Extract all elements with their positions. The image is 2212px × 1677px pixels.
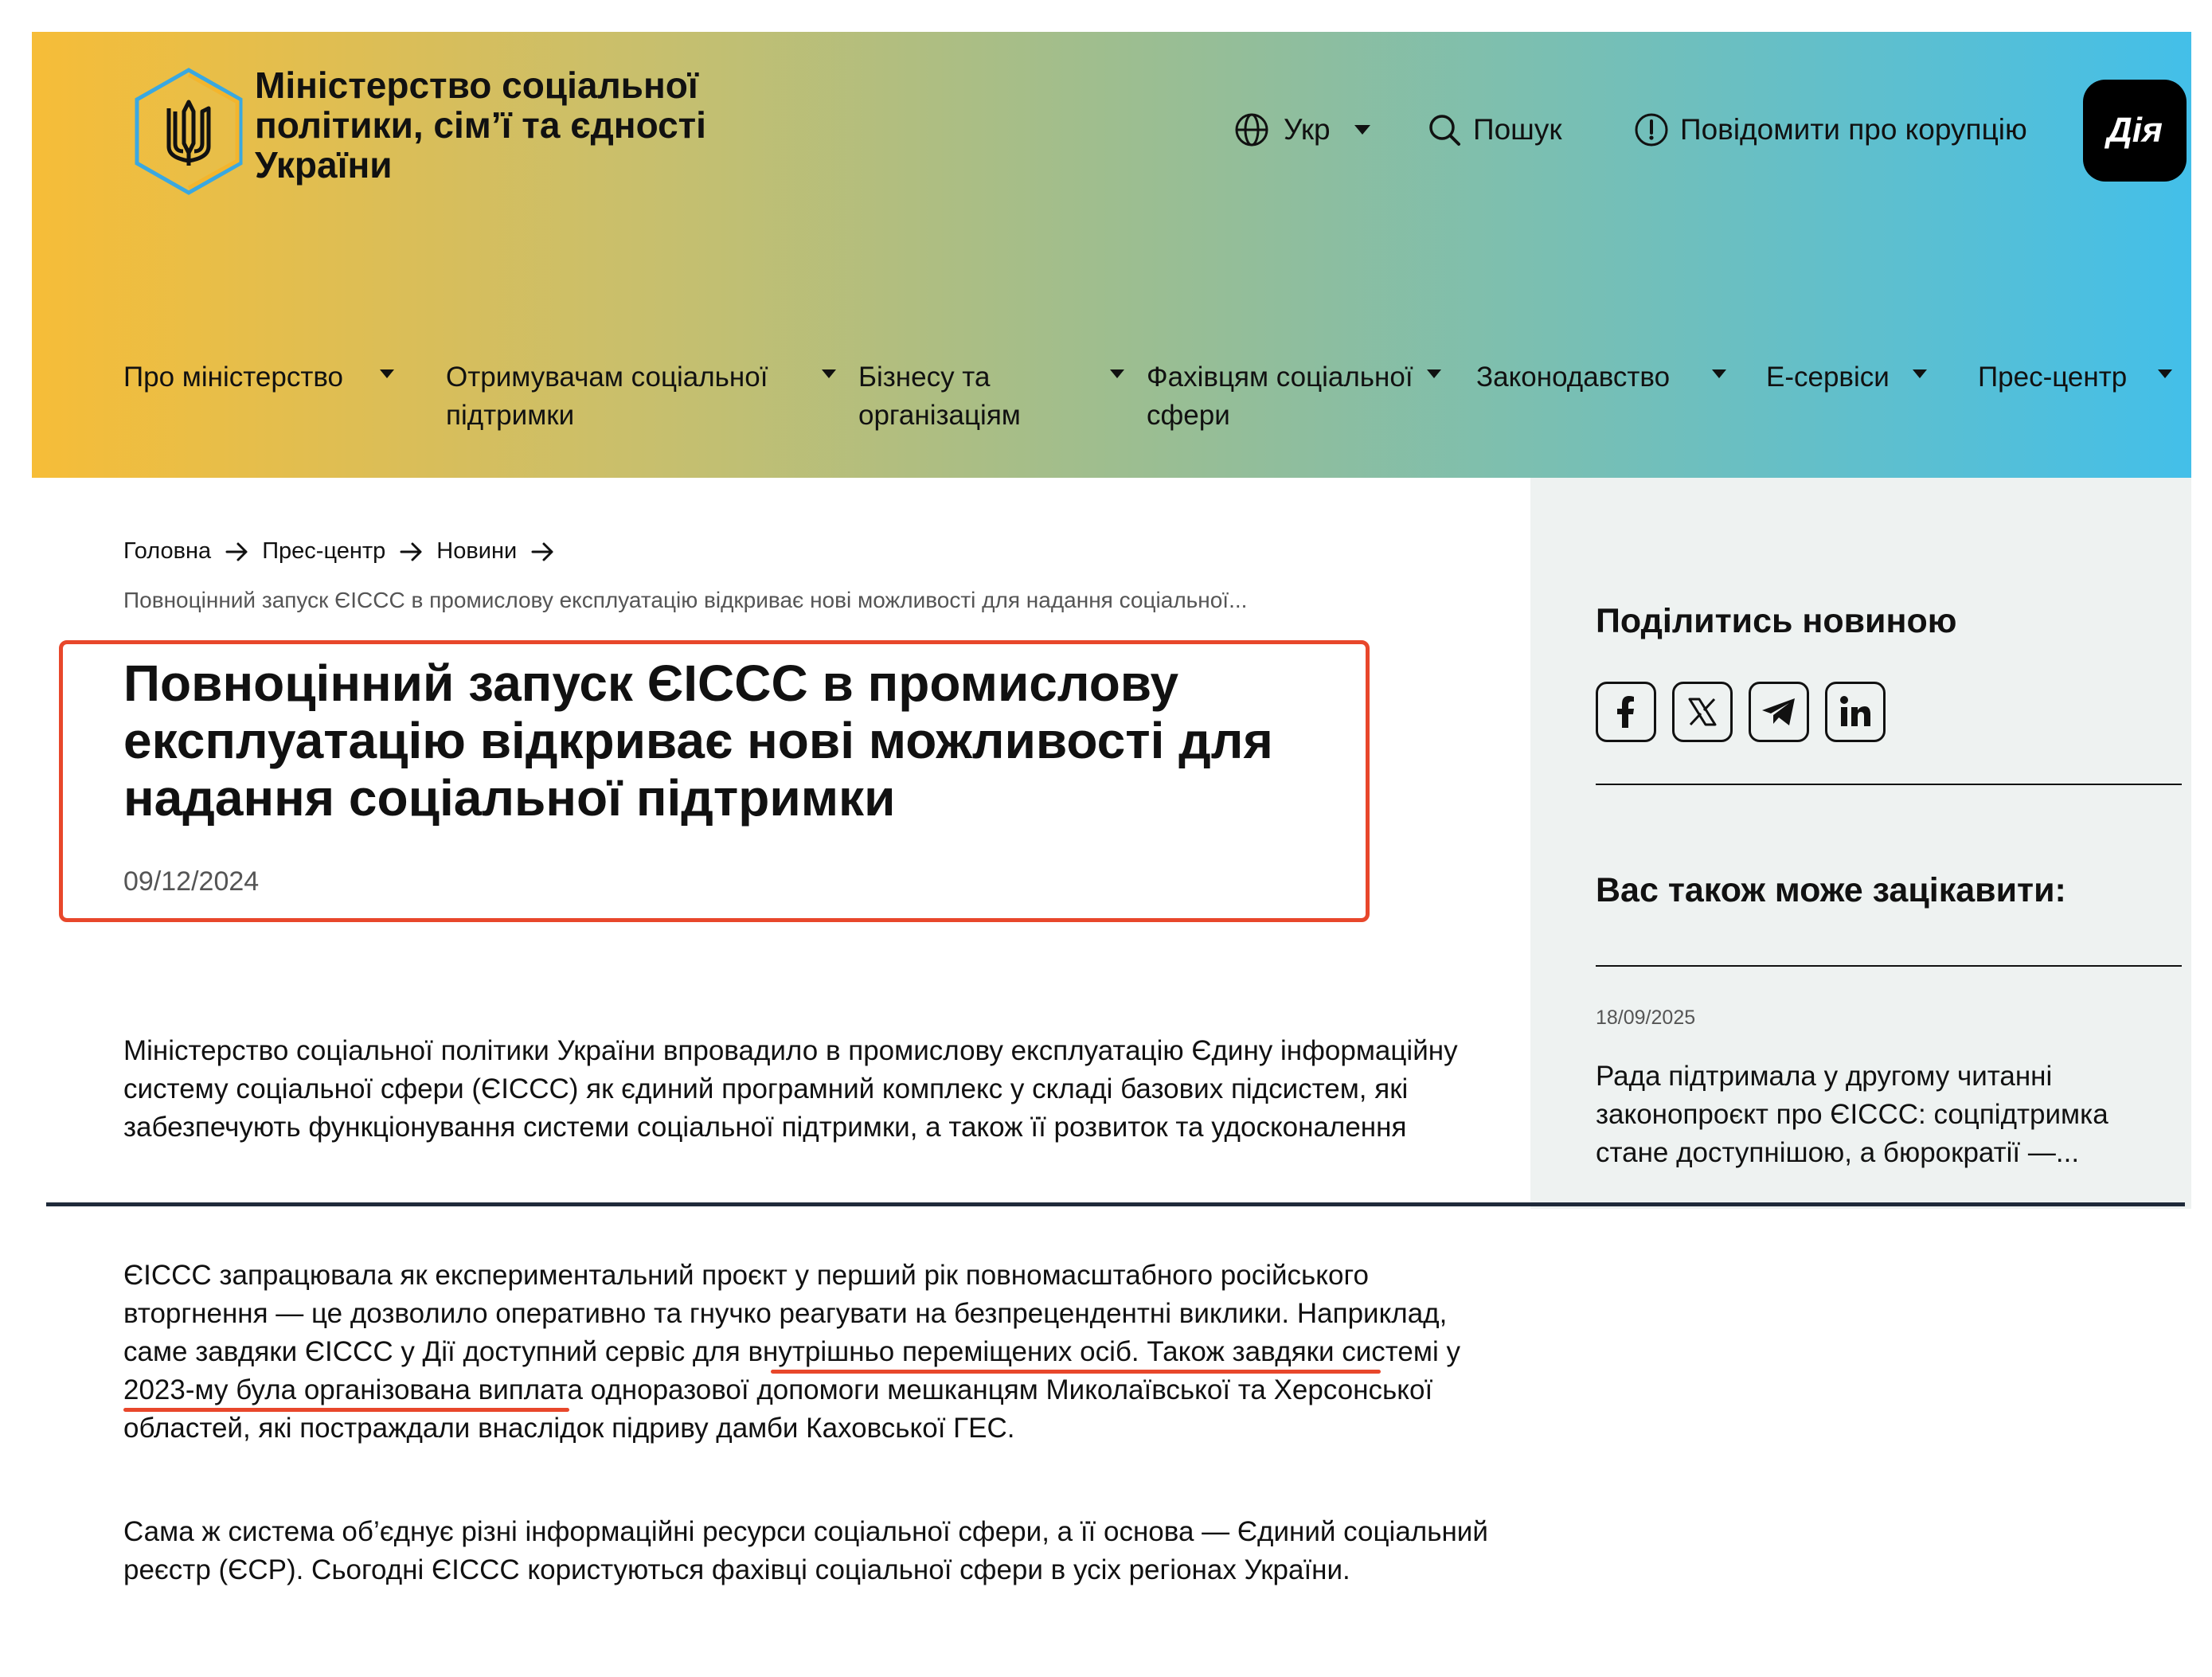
article-paragraph: Міністерство соціальної політики України впровадило в промислову експлуатацію Єдину інформаційну систему соціальної сфери (ЄІССС) як єдиний програмний комплекс у складі базових підсистем, які забезпечують функціонування системи соціальної підтримки, а також її розвиток та удосконалення xyxy=(123,1035,1458,1143)
breadcrumb-news[interactable]: Новини xyxy=(436,538,518,564)
breadcrumb-current: Повноцінний запуск ЄІССС в промислову експлуатацію відкриває нові можливості для надання соціальної... xyxy=(123,588,1248,612)
related-news-date: 18/09/2025 xyxy=(1596,1007,1696,1029)
breadcrumb xyxy=(123,538,568,565)
telegram-icon xyxy=(1761,696,1797,728)
menu-item-label: Бізнесу та організаціям xyxy=(858,362,1021,431)
menu-item-label: Законодавство xyxy=(1476,362,1671,393)
x-share-button[interactable] xyxy=(1672,682,1733,742)
arrow-right-icon xyxy=(531,541,555,562)
article-paragraph xyxy=(123,1257,1493,1448)
menu-item-recipients[interactable] xyxy=(446,358,780,435)
menu-item-about[interactable] xyxy=(123,358,343,397)
breadcrumb-press-center[interactable]: Прес-центр xyxy=(262,538,386,564)
ukraine-trident-logo[interactable] xyxy=(121,64,256,199)
linkedin-icon xyxy=(1838,694,1873,729)
menu-item-specialists[interactable] xyxy=(1147,358,1433,435)
search-label: Пошук xyxy=(1473,113,1562,146)
section-divider xyxy=(46,1202,2185,1206)
article-date: 09/12/2024 xyxy=(123,866,260,897)
caret-down-icon xyxy=(1913,369,1927,378)
caret-down-icon xyxy=(1110,369,1124,378)
globe-icon xyxy=(1234,112,1269,147)
related-news-title: Вас також може зацікавити: xyxy=(1596,871,2066,909)
report-corruption-label: Повідомити про корупцію xyxy=(1680,113,2027,146)
x-icon xyxy=(1686,696,1718,728)
menu-item-e-services[interactable] xyxy=(1766,358,1890,397)
report-corruption-button[interactable] xyxy=(1634,110,2027,150)
site-header xyxy=(32,32,2191,478)
diia-service-link[interactable]: завдяки ЄІССС у Дії доступний сервіс для внутрішньо переміщених осіб xyxy=(195,1336,1131,1367)
search-icon xyxy=(1427,112,1462,147)
menu-item-business[interactable] xyxy=(858,358,1081,435)
ministry-name[interactable]: Міністерство соціальної політики, сім’ї та єдності України xyxy=(255,64,706,186)
breadcrumb-home[interactable]: Головна xyxy=(123,538,212,564)
facebook-icon xyxy=(1610,694,1642,729)
language-label: Укр xyxy=(1284,113,1331,146)
arrow-right-icon xyxy=(225,541,249,562)
arrow-right-icon xyxy=(400,541,424,562)
sidebar-divider xyxy=(1596,784,2182,785)
menu-item-label: Про міністерство xyxy=(123,362,344,393)
article-paragraph: Сама ж система об’єднує різні інформаційні ресурси соціальної сфери, а її основа — Єдиний соціальний реєстр (ЄСР). Сьогодні ЄІССС користуються фахівці соціальної сфери в усіх регіонах України. xyxy=(123,1516,1488,1585)
caret-down-icon xyxy=(1712,369,1726,378)
paragraph-text: . Також завдяки системі у 2023-му була організована виплата одноразової допомоги мешканцям Миколаївської та Херсонської областей, які постраждали внаслідок підриву дамби Каховської ГЕС. xyxy=(123,1336,1460,1444)
alert-icon xyxy=(1634,112,1669,147)
sidebar-divider xyxy=(1596,965,2182,967)
caret-down-icon xyxy=(2158,369,2172,378)
diia-button[interactable]: Дія xyxy=(2083,80,2187,182)
chevron-down-icon xyxy=(1354,125,1370,135)
menu-item-label: Е-сервіси xyxy=(1766,362,1890,393)
related-news-link[interactable]: Рада підтримала у другому читанні законопроєкт про ЄІССС: соцпідтримка стане доступнішою, а бюрократії —... xyxy=(1596,1061,2108,1168)
share-title: Поділитись новиною xyxy=(1596,602,1957,640)
linkedin-share-button[interactable] xyxy=(1825,682,1886,742)
caret-down-icon xyxy=(1427,369,1441,378)
search-button[interactable] xyxy=(1427,110,1562,150)
menu-item-legislation[interactable] xyxy=(1476,358,1670,397)
article-title: Повноцінний запуск ЄІССС в промислову експлуатацію відкриває нові можливості для надання соціальної підтримки xyxy=(123,655,1273,827)
telegram-share-button[interactable] xyxy=(1749,682,1809,742)
language-selector[interactable] xyxy=(1234,110,1370,150)
caret-down-icon xyxy=(380,369,394,378)
paragraph-text: ЄІССС запрацювала як експериментальний проєкт у перший рік повномасштабного російського вторгнення — це дозволило оперативно та гнучко реагувати на безпрецендентні виклики. Наприклад, саме xyxy=(123,1260,1448,1367)
menu-item-press-center[interactable] xyxy=(1978,358,2127,397)
link-underline xyxy=(771,1370,1381,1374)
caret-down-icon xyxy=(822,369,836,378)
menu-item-label: Фахівцям соціальної сфери xyxy=(1147,362,1413,431)
menu-item-label: Отримувачам соціальної підтримки xyxy=(446,362,768,431)
menu-item-label: Прес-центр xyxy=(1978,362,2128,393)
facebook-share-button[interactable] xyxy=(1596,682,1656,742)
link-underline xyxy=(123,1408,569,1412)
